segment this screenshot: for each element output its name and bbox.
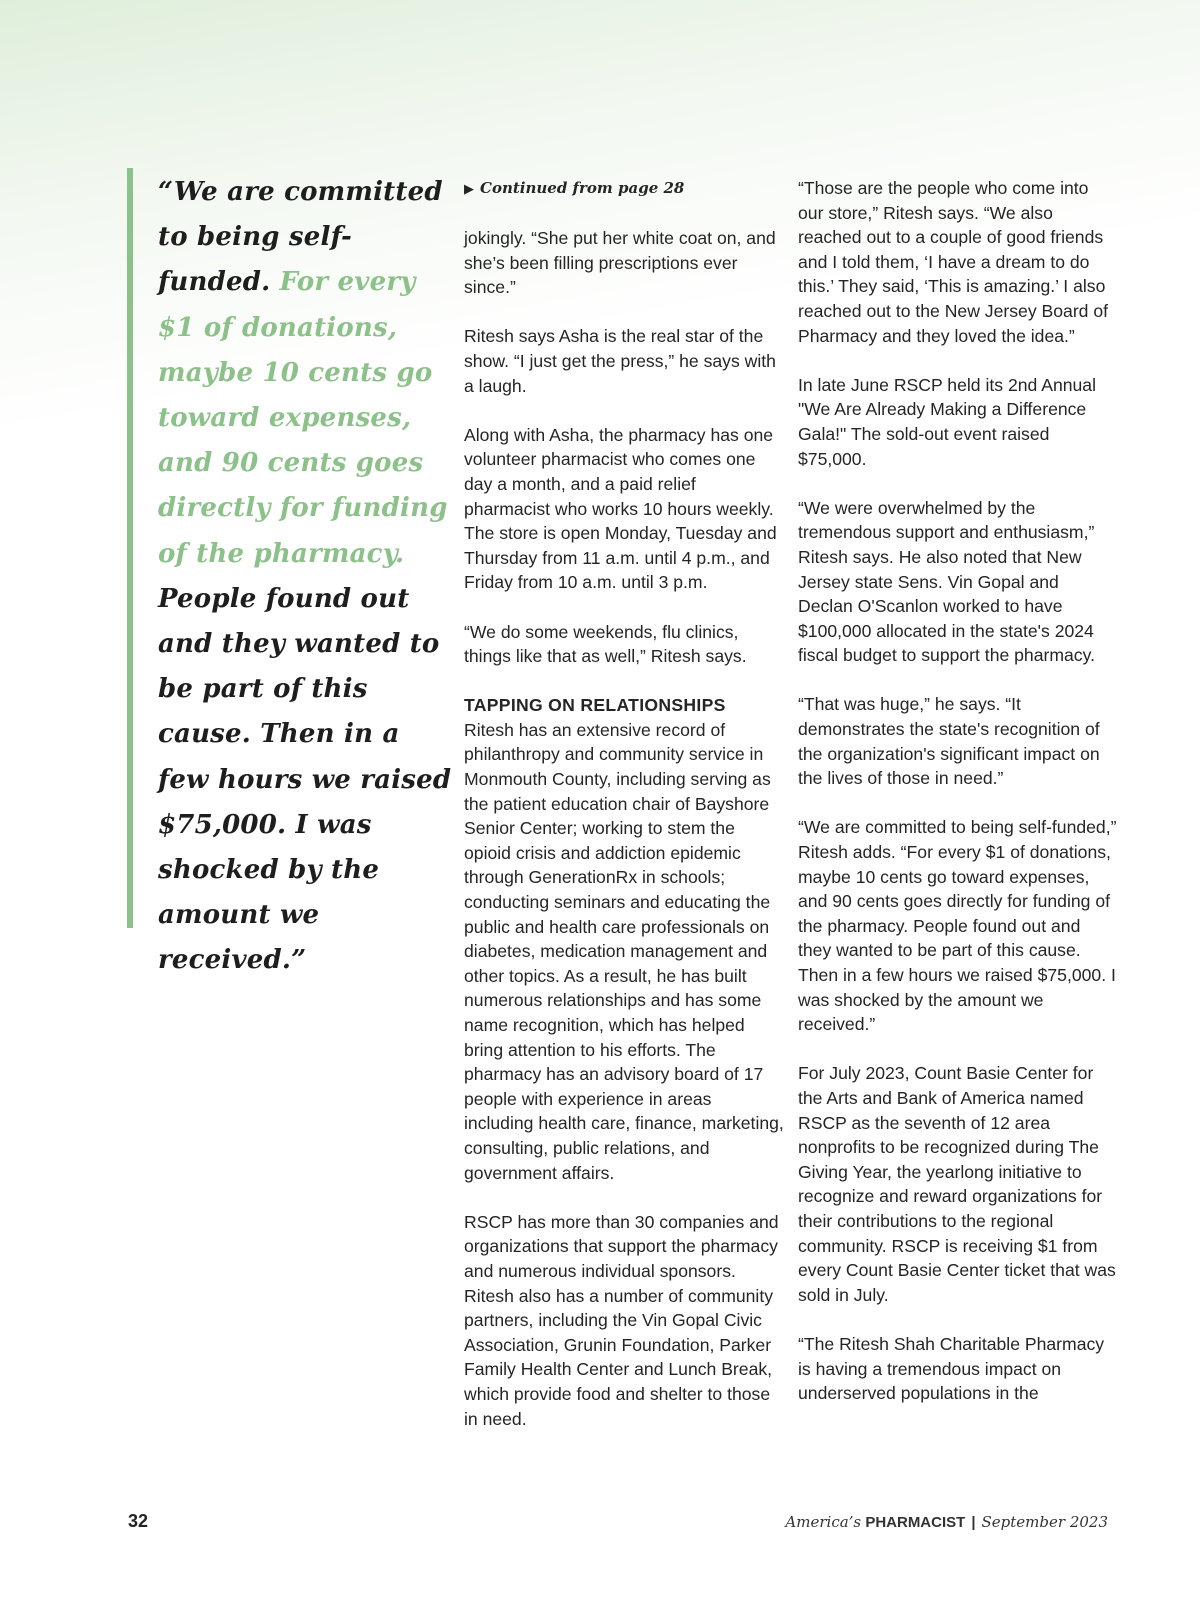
- footer-separator: |: [971, 1514, 976, 1531]
- paragraph: jokingly. “She put her white coat on, and she’s been filling prescriptions ever since.”: [464, 228, 776, 298]
- article-column-1: [464, 176, 784, 1431]
- triangle-right-icon: ▶: [464, 182, 474, 197]
- pull-quote-bar: [127, 168, 133, 928]
- paragraph: “We were overwhelmed by the tremendous support and enthusiasm,” Ritesh says. He also noted that New Jersey state Sens. Vin Gopal and Declan O'Scanlon worked to have $100,000 allocated in the state's 2024 fiscal budget to support the pharmacy.: [798, 497, 1095, 666]
- pull-quote: [158, 170, 458, 984]
- article-column-2: [798, 176, 1118, 1406]
- issue-date: September 2023: [981, 1513, 1108, 1531]
- pull-quote-part1: “We are committed to being self-funded.: [158, 177, 443, 298]
- page-number: 32: [128, 1511, 149, 1531]
- paragraph: In late June RSCP held its 2nd Annual "We Are Already Making a Difference Gala!" The sold-out event raised $75,000.: [798, 374, 1096, 469]
- paragraph: Ritesh says Asha is the real star of the show. “I just get the press,” he says with a laugh.: [464, 326, 776, 396]
- paragraph: For July 2023, Count Basie Center for the Arts and Bank of America named RSCP as the seventh of 12 area nonprofits to be recognized during The Giving Year, the yearlong initiative to recognize and reward organizations for their contributions to the regional community. RSCP is receiving $1 from every Count Basie Center ticket that was sold in July.: [798, 1063, 1116, 1305]
- paragraph: “The Ritesh Shah Charitable Pharmacy is having a tremendous impact on underserved populations in the: [798, 1333, 1105, 1404]
- paragraph: RSCP has more than 30 companies and organizations that support the pharmacy and numerous individual sponsors. Ritesh also has a number of community partners, including the Vin Gopal Civic Association, Grunin Foundation, Parker Family Health Center and Lunch Break, which provide food and shelter to those in need.: [464, 1211, 779, 1429]
- footer-masthead: [785, 1513, 1108, 1531]
- paragraph: “We do some weekends, flu clinics, things like that as well,” Ritesh says.: [464, 621, 747, 667]
- continued-text: Continued from page 28: [480, 179, 685, 197]
- pull-quote-part2: For every $1 of donations, maybe 10 cents go toward expenses, and 90 cents goes directly for funding of the pharmacy.: [158, 267, 448, 569]
- section-subhead: TAPPING ON RELATIONSHIPS: [464, 695, 726, 716]
- paragraph: “We are committed to being self-funded,” Ritesh adds. “For every $1 of donations, maybe 10 cents go toward expenses, and 90 cents goes directly for funding of the pharmacy. People found out and they wanted to be part of this cause. Then in a few hours we raised $75,000. I was shocked by the amount we received.”: [798, 817, 1117, 1035]
- pull-quote-part3: People found out and they wanted to be part of this cause. Then in a few hours we raised $75,000. I was shocked by the amount we received.”: [158, 583, 452, 976]
- paragraph: “Those are the people who come into our store,” Ritesh says. “We also reached out to a couple of good friends and I told them, ‘I have a dream to do this.’ They said, ‘This is amazing.’ I also reached out to the New Jersey Board of Pharmacy and they loved the idea.”: [798, 178, 1109, 346]
- magazine-prefix: America’s: [785, 1513, 862, 1531]
- paragraph: Along with Asha, the pharmacy has one volunteer pharmacist who comes one day a month, and a paid relief pharmacist who works 10 hours weekly. The store is open Monday, Tuesday and Thursday from 11 a.m. until 4 p.m., and Friday from 10 a.m. until 3 p.m.: [464, 424, 777, 593]
- paragraph: “That was huge,” he says. “It demonstrates the state's recognition of the organization's significant impact on the lives of those in need.”: [798, 694, 1100, 789]
- paragraph: Ritesh has an extensive record of philanthropy and community service in Monmouth County, including serving as the patient education chair of Bayshore Senior Center; working to stem the opioid crisis and addiction epidemic through GenerationRx in schools; conducting seminars and educating the public and health care professionals on diabetes, medication management and other topics. As a result, he has built numerous relationships and has some name recognition, which has helped bring attention to his efforts. The pharmacy has an advisory board of 17 people with experience in areas including health care, finance, marketing, consulting, public relations, and government affairs.: [464, 719, 784, 1183]
- magazine-name: PHARMACIST: [865, 1514, 966, 1531]
- continued-line: [464, 176, 784, 202]
